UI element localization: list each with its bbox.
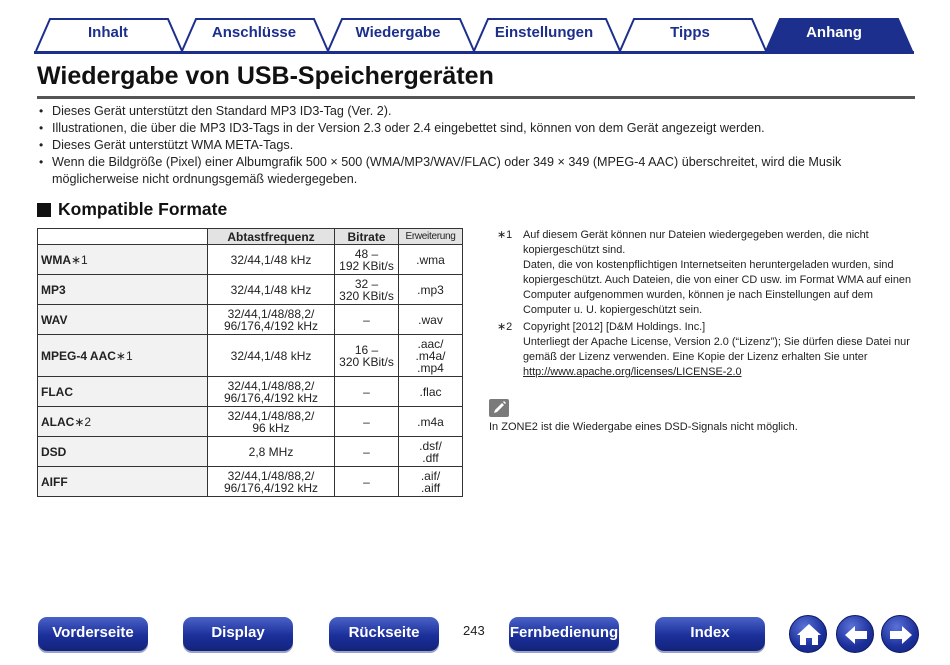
format-cell	[38, 275, 208, 305]
extension-cell: .wma	[399, 245, 463, 275]
header-cell-extension: Erweiterung	[399, 229, 463, 245]
footnote-ref: ∗1	[115, 348, 133, 363]
nav-vorderseite-button[interactable]	[38, 617, 148, 651]
nav-label: Rückseite	[348, 624, 420, 641]
bitrate-cell: –	[335, 437, 399, 467]
table-row	[38, 335, 463, 377]
extension-cell: .aif/ .aiff	[399, 467, 463, 497]
nav-index-button[interactable]	[655, 617, 765, 651]
format-cell	[38, 437, 208, 467]
format-name: WAV	[41, 312, 68, 327]
format-name: ALAC	[41, 414, 75, 429]
pencil-note-text: In ZONE2 ist die Wiedergabe eines DSD-Signals nicht möglich.	[489, 421, 798, 433]
bullet-item: • Dieses Gerät unterstützt den Standard MP3 ID3-Tag (Ver. 2).	[37, 103, 897, 120]
footnote-ref: ∗1	[71, 252, 88, 267]
extension-cell: .flac	[399, 377, 463, 407]
formats-table	[37, 228, 463, 497]
nav-rueckseite-button[interactable]	[329, 617, 439, 651]
tab-underline	[34, 51, 914, 54]
table-row	[38, 275, 463, 305]
format-name: WMA	[41, 252, 71, 267]
table-row	[38, 467, 463, 497]
table-row	[38, 305, 463, 335]
bitrate-cell: 32 – 320 KBit/s	[335, 275, 399, 305]
frequency-cell: 32/44,1/48/88,2/ 96/176,4/192 kHz	[208, 377, 335, 407]
extension-cell: .mp3	[399, 275, 463, 305]
title-divider	[37, 96, 915, 99]
frequency-cell: 32/44,1/48/88,2/ 96 kHz	[208, 407, 335, 437]
tab-tipps[interactable]: Tipps	[670, 24, 710, 41]
nav-label: Fernbedienung	[509, 624, 619, 641]
tab-bar	[34, 17, 914, 53]
footnote-ref: ∗2	[74, 414, 92, 429]
footnote-2	[497, 320, 912, 380]
footnote-line: Daten, die von kostenpflichtigen Internetseiten heruntergeladen wurden, sind kopiergeschützt. Auch Dateien, die von einer CD usw. im Format WMA auf einen Computer aufgenommen wurden, können je nach Einstellungen auf dem Computer u. U. kopiergeschützt sein.	[523, 259, 912, 316]
format-cell	[38, 467, 208, 497]
home-icon	[790, 616, 828, 654]
tab-anhang[interactable]: Anhang	[806, 24, 862, 41]
page-title: Wiedergabe von USB-Speichergeräten	[37, 62, 494, 90]
frequency-cell: 32/44,1/48/88,2/ 96/176,4/192 kHz	[208, 305, 335, 335]
bullet-item: • Dieses Gerät unterstützt WMA META-Tags.	[37, 137, 897, 154]
tab-anschluesse[interactable]: Anschlüsse	[211, 24, 297, 41]
footnote-mark: ∗2	[497, 321, 513, 333]
bullet-item: • Illustrationen, die über die MP3 ID3-Tags in der Version 2.3 oder 2.4 eingebettet sind, können von dem Gerät angezeigt werden.	[37, 120, 897, 137]
nav-display-button[interactable]	[183, 617, 293, 651]
bitrate-cell: –	[335, 407, 399, 437]
format-cell	[38, 407, 208, 437]
tab-wiedergabe[interactable]: Wiedergabe	[355, 24, 441, 41]
extension-cell: .m4a	[399, 407, 463, 437]
frequency-cell: 32/44,1/48 kHz	[208, 335, 335, 377]
table-row	[38, 407, 463, 437]
footnote-1	[497, 228, 912, 318]
format-cell	[38, 305, 208, 335]
nav-label: Vorderseite	[52, 624, 134, 641]
forward-arrow-icon	[882, 616, 920, 654]
pencil-icon	[489, 399, 509, 417]
format-cell	[38, 377, 208, 407]
bitrate-cell: –	[335, 467, 399, 497]
bitrate-cell: –	[335, 305, 399, 335]
nav-fernbedienung-button[interactable]	[509, 617, 619, 651]
frequency-cell: 32/44,1/48 kHz	[208, 245, 335, 275]
format-name: DSD	[41, 444, 67, 459]
header-cell-empty	[38, 229, 208, 245]
footnote-line: Unterliegt der Apache License, Version 2.0 (“Lizenz”); Sie dürfen diese Datei nur gemäß der Lizenz verwenden. Eine Kopie der Lizenz erhalten Sie unter	[523, 336, 910, 363]
section-heading-text: Kompatible Formate	[58, 199, 228, 219]
extension-cell: .wav	[399, 305, 463, 335]
info-bullet-list	[37, 103, 897, 188]
format-name: MP3	[41, 282, 66, 297]
footnote-line: Auf diesem Gerät können nur Dateien wiedergegeben werden, die nicht kopiergeschützt sind.	[523, 229, 869, 256]
footnote-mark: ∗1	[497, 229, 513, 241]
tab-shapes	[34, 17, 914, 53]
bitrate-cell: 16 – 320 KBit/s	[335, 335, 399, 377]
tab-inhalt[interactable]: Inhalt	[88, 24, 128, 41]
frequency-cell: 32/44,1/48/88,2/ 96/176,4/192 kHz	[208, 467, 335, 497]
footnote-line: Copyright [2012] [D&M Holdings. Inc.]	[523, 321, 706, 333]
format-name: MPEG-4 AAC	[41, 348, 116, 363]
extension-cell: .dsf/ .dff	[399, 437, 463, 467]
table-row	[38, 245, 463, 275]
forward-button[interactable]	[881, 615, 919, 653]
square-bullet-icon	[37, 203, 51, 217]
footnotes	[497, 228, 912, 380]
bitrate-cell: –	[335, 377, 399, 407]
back-arrow-icon	[837, 616, 875, 654]
table-row	[38, 437, 463, 467]
format-cell	[38, 335, 208, 377]
home-button[interactable]	[789, 615, 827, 653]
bullet-item: • Wenn die Bildgröße (Pixel) einer Albumgrafik 500 × 500 (WMA/MP3/WAV/FLAC) oder 349 × 349 (MPEG-4 AAC) überschreitet, wird die Musik möglicherweise nicht ordnungsgemäß wiedergegeben.	[37, 154, 897, 188]
back-button[interactable]	[836, 615, 874, 653]
format-cell	[38, 245, 208, 275]
bitrate-cell: 48 – 192 KBit/s	[335, 245, 399, 275]
table-row	[38, 377, 463, 407]
frequency-cell: 32/44,1/48 kHz	[208, 275, 335, 305]
frequency-cell: 2,8 MHz	[208, 437, 335, 467]
extension-cell: .aac/ .m4a/ .mp4	[399, 335, 463, 377]
format-name: AIFF	[41, 474, 68, 489]
nav-label: Index	[690, 624, 730, 641]
format-name: FLAC	[41, 384, 73, 399]
nav-label: Display	[211, 624, 265, 641]
header-cell-bitrate: Bitrate	[335, 229, 399, 245]
license-link[interactable]: http://www.apache.org/licenses/LICENSE-2.0	[523, 366, 742, 378]
section-heading	[37, 199, 227, 220]
page-number: 243	[463, 623, 485, 638]
header-cell-frequency: Abtastfrequenz	[208, 229, 335, 245]
tab-einstellungen[interactable]: Einstellungen	[494, 24, 594, 41]
